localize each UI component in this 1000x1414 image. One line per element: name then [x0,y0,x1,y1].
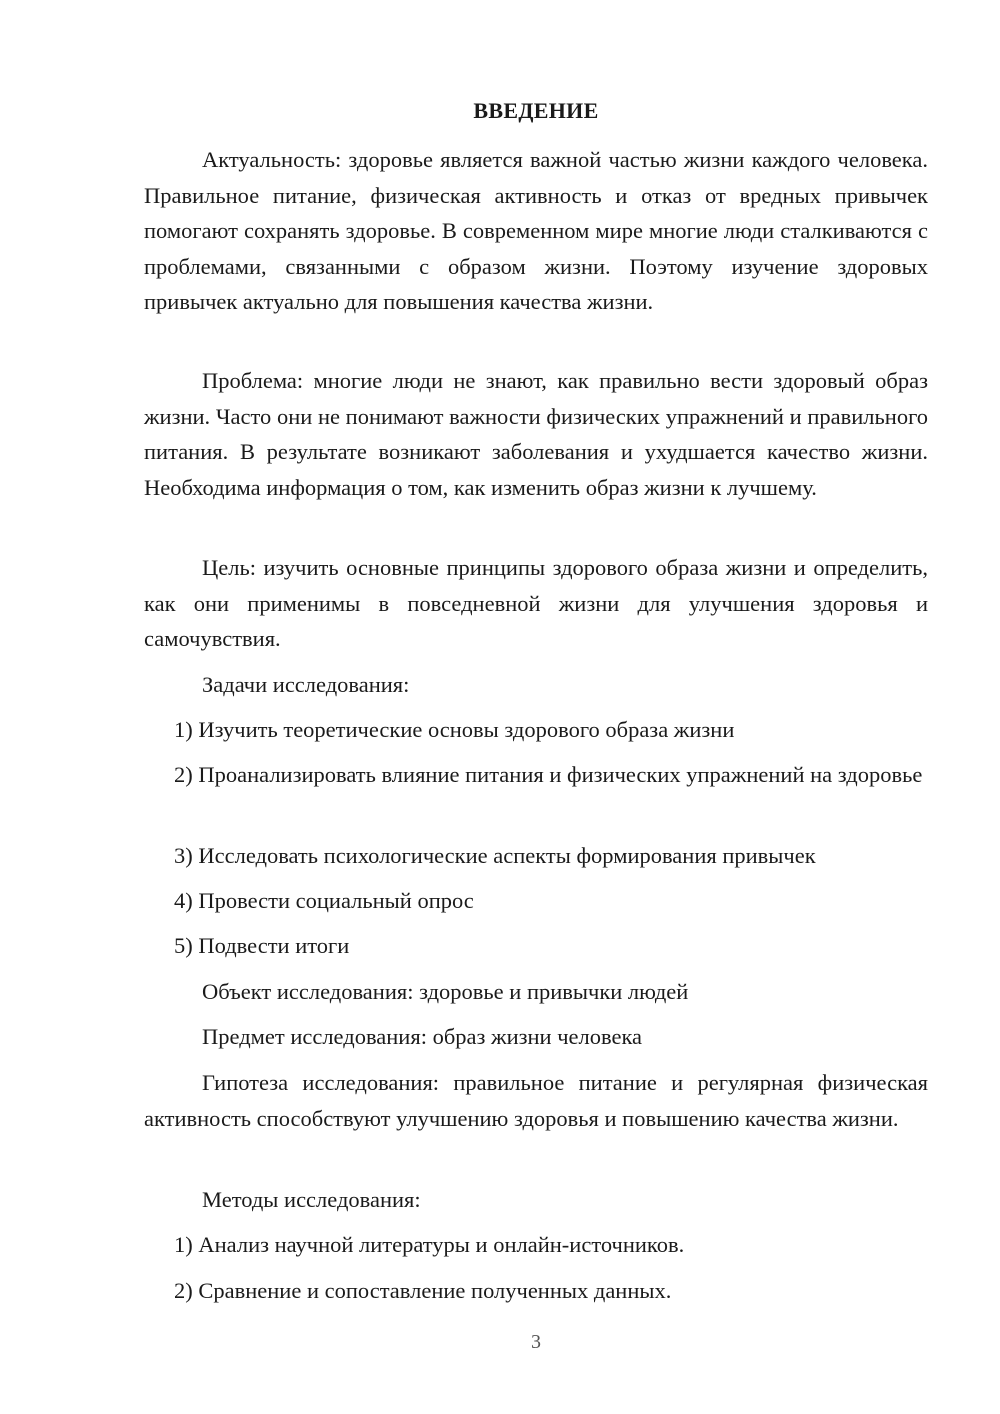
methods-heading: Методы исследования: [202,1187,421,1212]
hypothesis-paragraph: Гипотеза исследования: правильное питание и регулярная физическая активность способствуют улучшению здоровья и повышению качества жизни. [144,1070,928,1131]
goal-paragraph: Цель: изучить основные принципы здорового образа жизни и определить, как они применимы в повседневной жизни для улучшения здоровья и самочувствия. [144,555,928,651]
method-item-2: 2) Сравнение и сопоставление полученных данных. [174,1278,672,1303]
task-item-1: 1) Изучить теоретические основы здорового образа жизни [174,717,735,742]
task-item-5: 5) Подвести итоги [174,933,350,958]
section-title: ВВЕДЕНИЕ [473,98,599,123]
page-number: 3 [531,1331,541,1353]
task-item-3: 3) Исследовать психологические аспекты формирования привычек [174,843,816,868]
tasks-heading: Задачи исследования: [202,672,410,697]
relevance-paragraph: Актуальность: здоровье является важной частью жизни каждого человека. Правильное питание, физическая активность и отказ от вредных привычек помогают сохранять здоровье. В современном мире многие люди сталкиваются с проблемами, связанными с образом жизни. Поэтому изучение здоровых привычек актуально для повышения качества жизни. [144,147,928,314]
method-item-1: 1) Анализ научной литературы и онлайн-источников. [174,1232,685,1257]
problem-paragraph: Проблема: многие люди не знают, как правильно вести здоровый образ жизни. Часто они не понимают важности физических упражнений и правильного питания. В результате возникают заболевания и ухудшается качество жизни. Необходима информация о том, как изменить образ жизни к лучшему. [144,368,928,500]
subject-paragraph: Предмет исследования: образ жизни человека [202,1024,643,1049]
object-paragraph: Объект исследования: здоровье и привычки людей [202,979,689,1004]
task-item-2: 2) Проанализировать влияние питания и физических упражнений на здоровье [174,762,923,787]
task-item-4: 4) Провести социальный опрос [174,888,474,913]
